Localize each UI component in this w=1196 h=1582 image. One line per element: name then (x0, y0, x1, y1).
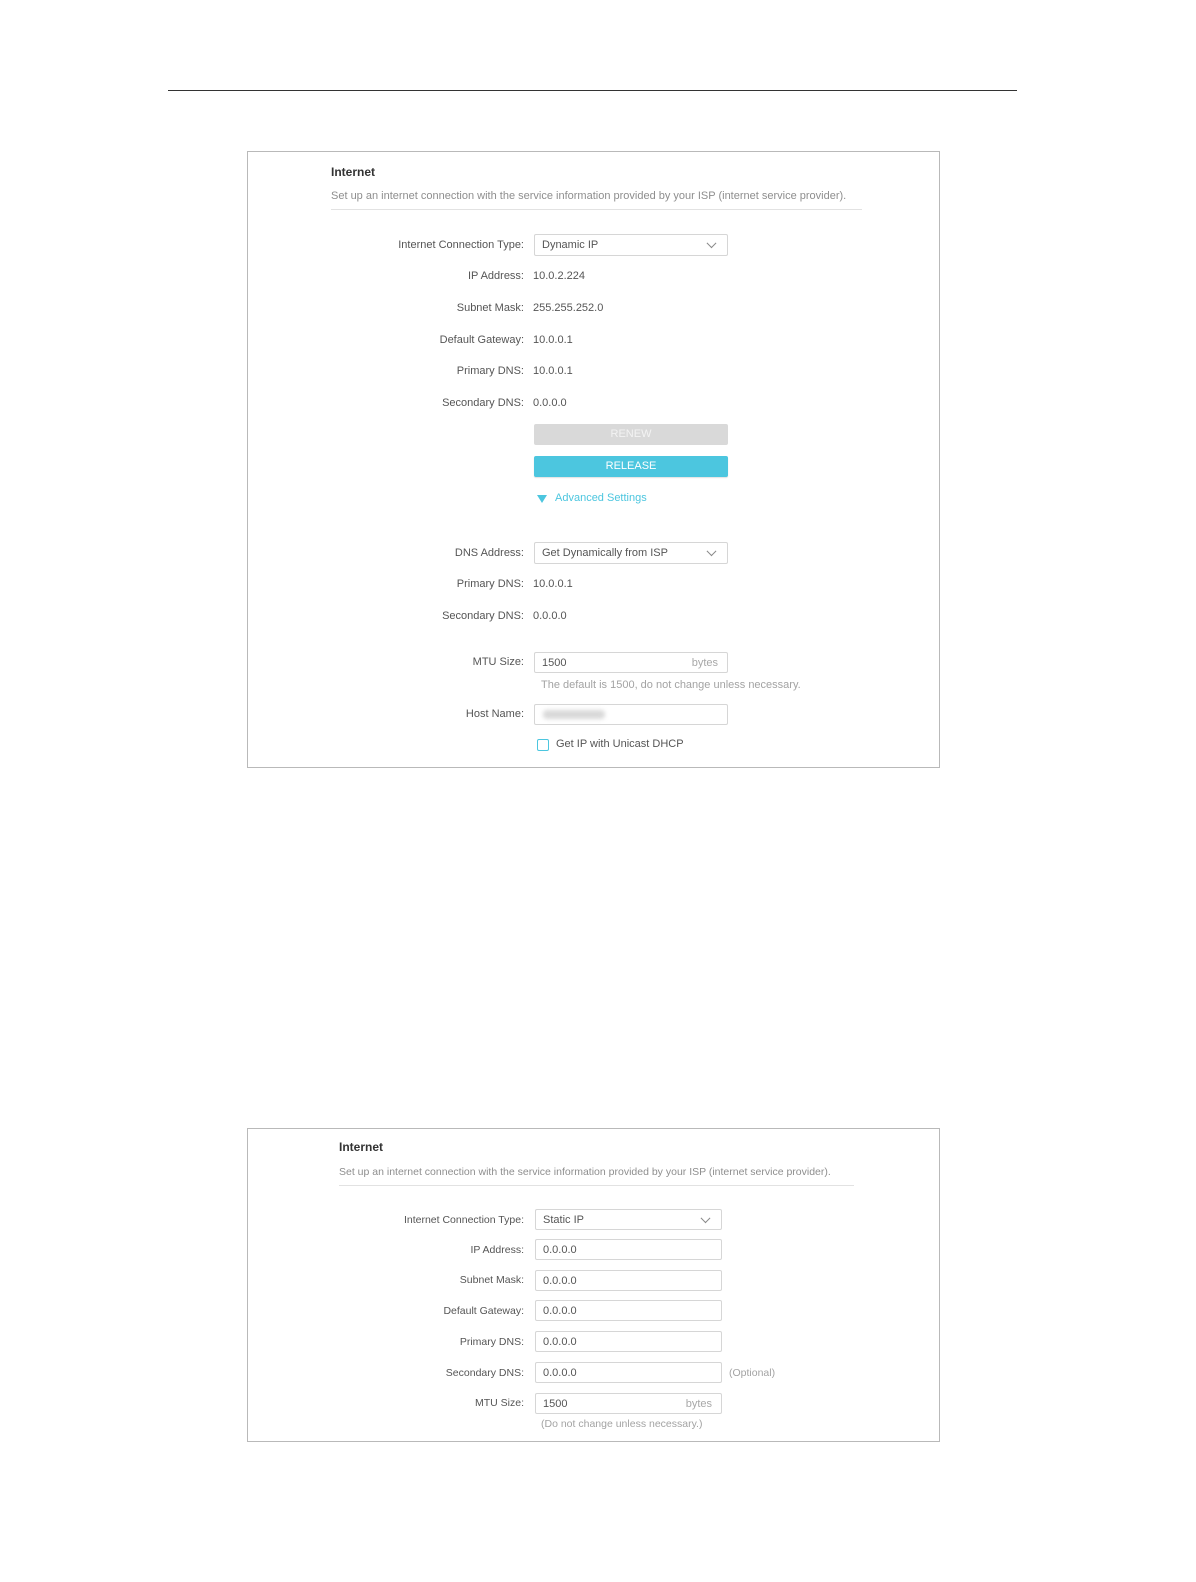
subnet-mask-input[interactable] (535, 1270, 722, 1291)
panel-title: Internet (331, 165, 376, 179)
connection-type-value: Dynamic IP (542, 239, 599, 251)
subnet-mask-value: 0.0.0.0 (543, 1274, 577, 1287)
secondary-dns-label: Secondary DNS: (445, 1367, 524, 1379)
mtu-size-value: 1500 (542, 656, 567, 669)
subnet-mask-value: 255.255.252.0 (533, 302, 604, 314)
adv-secondary-dns-label: Secondary DNS: (442, 610, 524, 622)
panel-subtitle: Set up an internet connection with the service information provided by your ISP (internet service provider). (339, 1166, 831, 1178)
connection-type-value: Static IP (543, 1213, 584, 1226)
ip-address-value: 0.0.0.0 (543, 1243, 577, 1256)
mtu-size-value: 1500 (543, 1397, 568, 1410)
secondary-dns-label: Secondary DNS: (442, 397, 524, 409)
ip-address-value: 10.0.2.224 (533, 270, 585, 282)
panel-subtitle: Set up an internet connection with the service information provided by your ISP (internet service provider). (331, 190, 847, 202)
primary-dns-label: Primary DNS: (459, 1336, 524, 1348)
ip-address-label: IP Address: (470, 1244, 524, 1256)
connection-type-select[interactable] (535, 1209, 722, 1230)
release-button[interactable]: RELEASE (534, 456, 728, 477)
adv-primary-dns-value: 10.0.0.1 (533, 578, 573, 590)
primary-dns-value: 0.0.0.0 (543, 1335, 577, 1348)
host-name-blurred-value (543, 710, 605, 719)
ip-address-label: IP Address: (467, 270, 524, 282)
host-name-label: Host Name: (465, 708, 524, 720)
dns-address-value: Get Dynamically from ISP (542, 547, 668, 559)
default-gateway-value: 0.0.0.0 (543, 1304, 577, 1317)
default-gateway-label: Default Gateway: (439, 334, 524, 346)
internet-panel-dynamic-ip (247, 151, 940, 768)
panel-title: Internet (339, 1140, 384, 1154)
chevron-down-icon (707, 238, 717, 248)
unicast-dhcp-checkbox[interactable] (537, 739, 549, 751)
secondary-dns-value: 0.0.0.0 (543, 1366, 577, 1379)
default-gateway-label: Default Gateway: (443, 1305, 524, 1317)
adv-primary-dns-label: Primary DNS: (456, 578, 524, 590)
mtu-hint: The default is 1500, do not change unless necessary. (541, 679, 801, 691)
subnet-mask-label: Subnet Mask: (456, 302, 524, 314)
default-gateway-value: 10.0.0.1 (533, 334, 573, 346)
unicast-dhcp-label: Get IP with Unicast DHCP (556, 738, 684, 750)
renew-button[interactable]: RENEW (534, 424, 728, 445)
dns-address-label: DNS Address: (454, 547, 524, 559)
adv-secondary-dns-value: 0.0.0.0 (533, 610, 567, 622)
connection-type-label: Internet Connection Type: (398, 239, 524, 251)
primary-dns-input[interactable] (535, 1331, 722, 1352)
connection-type-label: Internet Connection Type: (403, 1214, 524, 1226)
host-name-input[interactable] (534, 704, 728, 725)
primary-dns-value: 10.0.0.1 (533, 365, 573, 377)
mtu-hint: (Do not change unless necessary.) (541, 1418, 703, 1430)
triangle-down-icon (537, 495, 547, 503)
mtu-size-label: MTU Size: (474, 1397, 524, 1409)
primary-dns-label: Primary DNS: (456, 365, 524, 377)
mtu-size-label: MTU Size: (472, 656, 524, 668)
panel-divider (331, 209, 862, 210)
connection-type-select[interactable] (534, 234, 728, 256)
mtu-unit: bytes (685, 1397, 712, 1410)
mtu-size-input[interactable] (534, 652, 728, 673)
mtu-unit: bytes (691, 656, 718, 669)
secondary-dns-value: 0.0.0.0 (533, 397, 567, 409)
advanced-settings-toggle[interactable] (537, 492, 677, 506)
page-header-rule (168, 90, 1017, 91)
chevron-down-icon (701, 1213, 711, 1223)
optional-hint: (Optional) (729, 1367, 776, 1379)
subnet-mask-label: Subnet Mask: (459, 1274, 524, 1286)
secondary-dns-input[interactable] (535, 1362, 722, 1383)
ip-address-input[interactable] (535, 1239, 722, 1260)
default-gateway-input[interactable] (535, 1300, 722, 1321)
mtu-size-input[interactable] (535, 1393, 722, 1414)
internet-panel-static-ip (247, 1128, 940, 1442)
dns-address-select[interactable] (534, 542, 728, 564)
advanced-settings-label: Advanced Settings (555, 492, 647, 504)
chevron-down-icon (707, 546, 717, 556)
panel-divider (339, 1185, 854, 1186)
